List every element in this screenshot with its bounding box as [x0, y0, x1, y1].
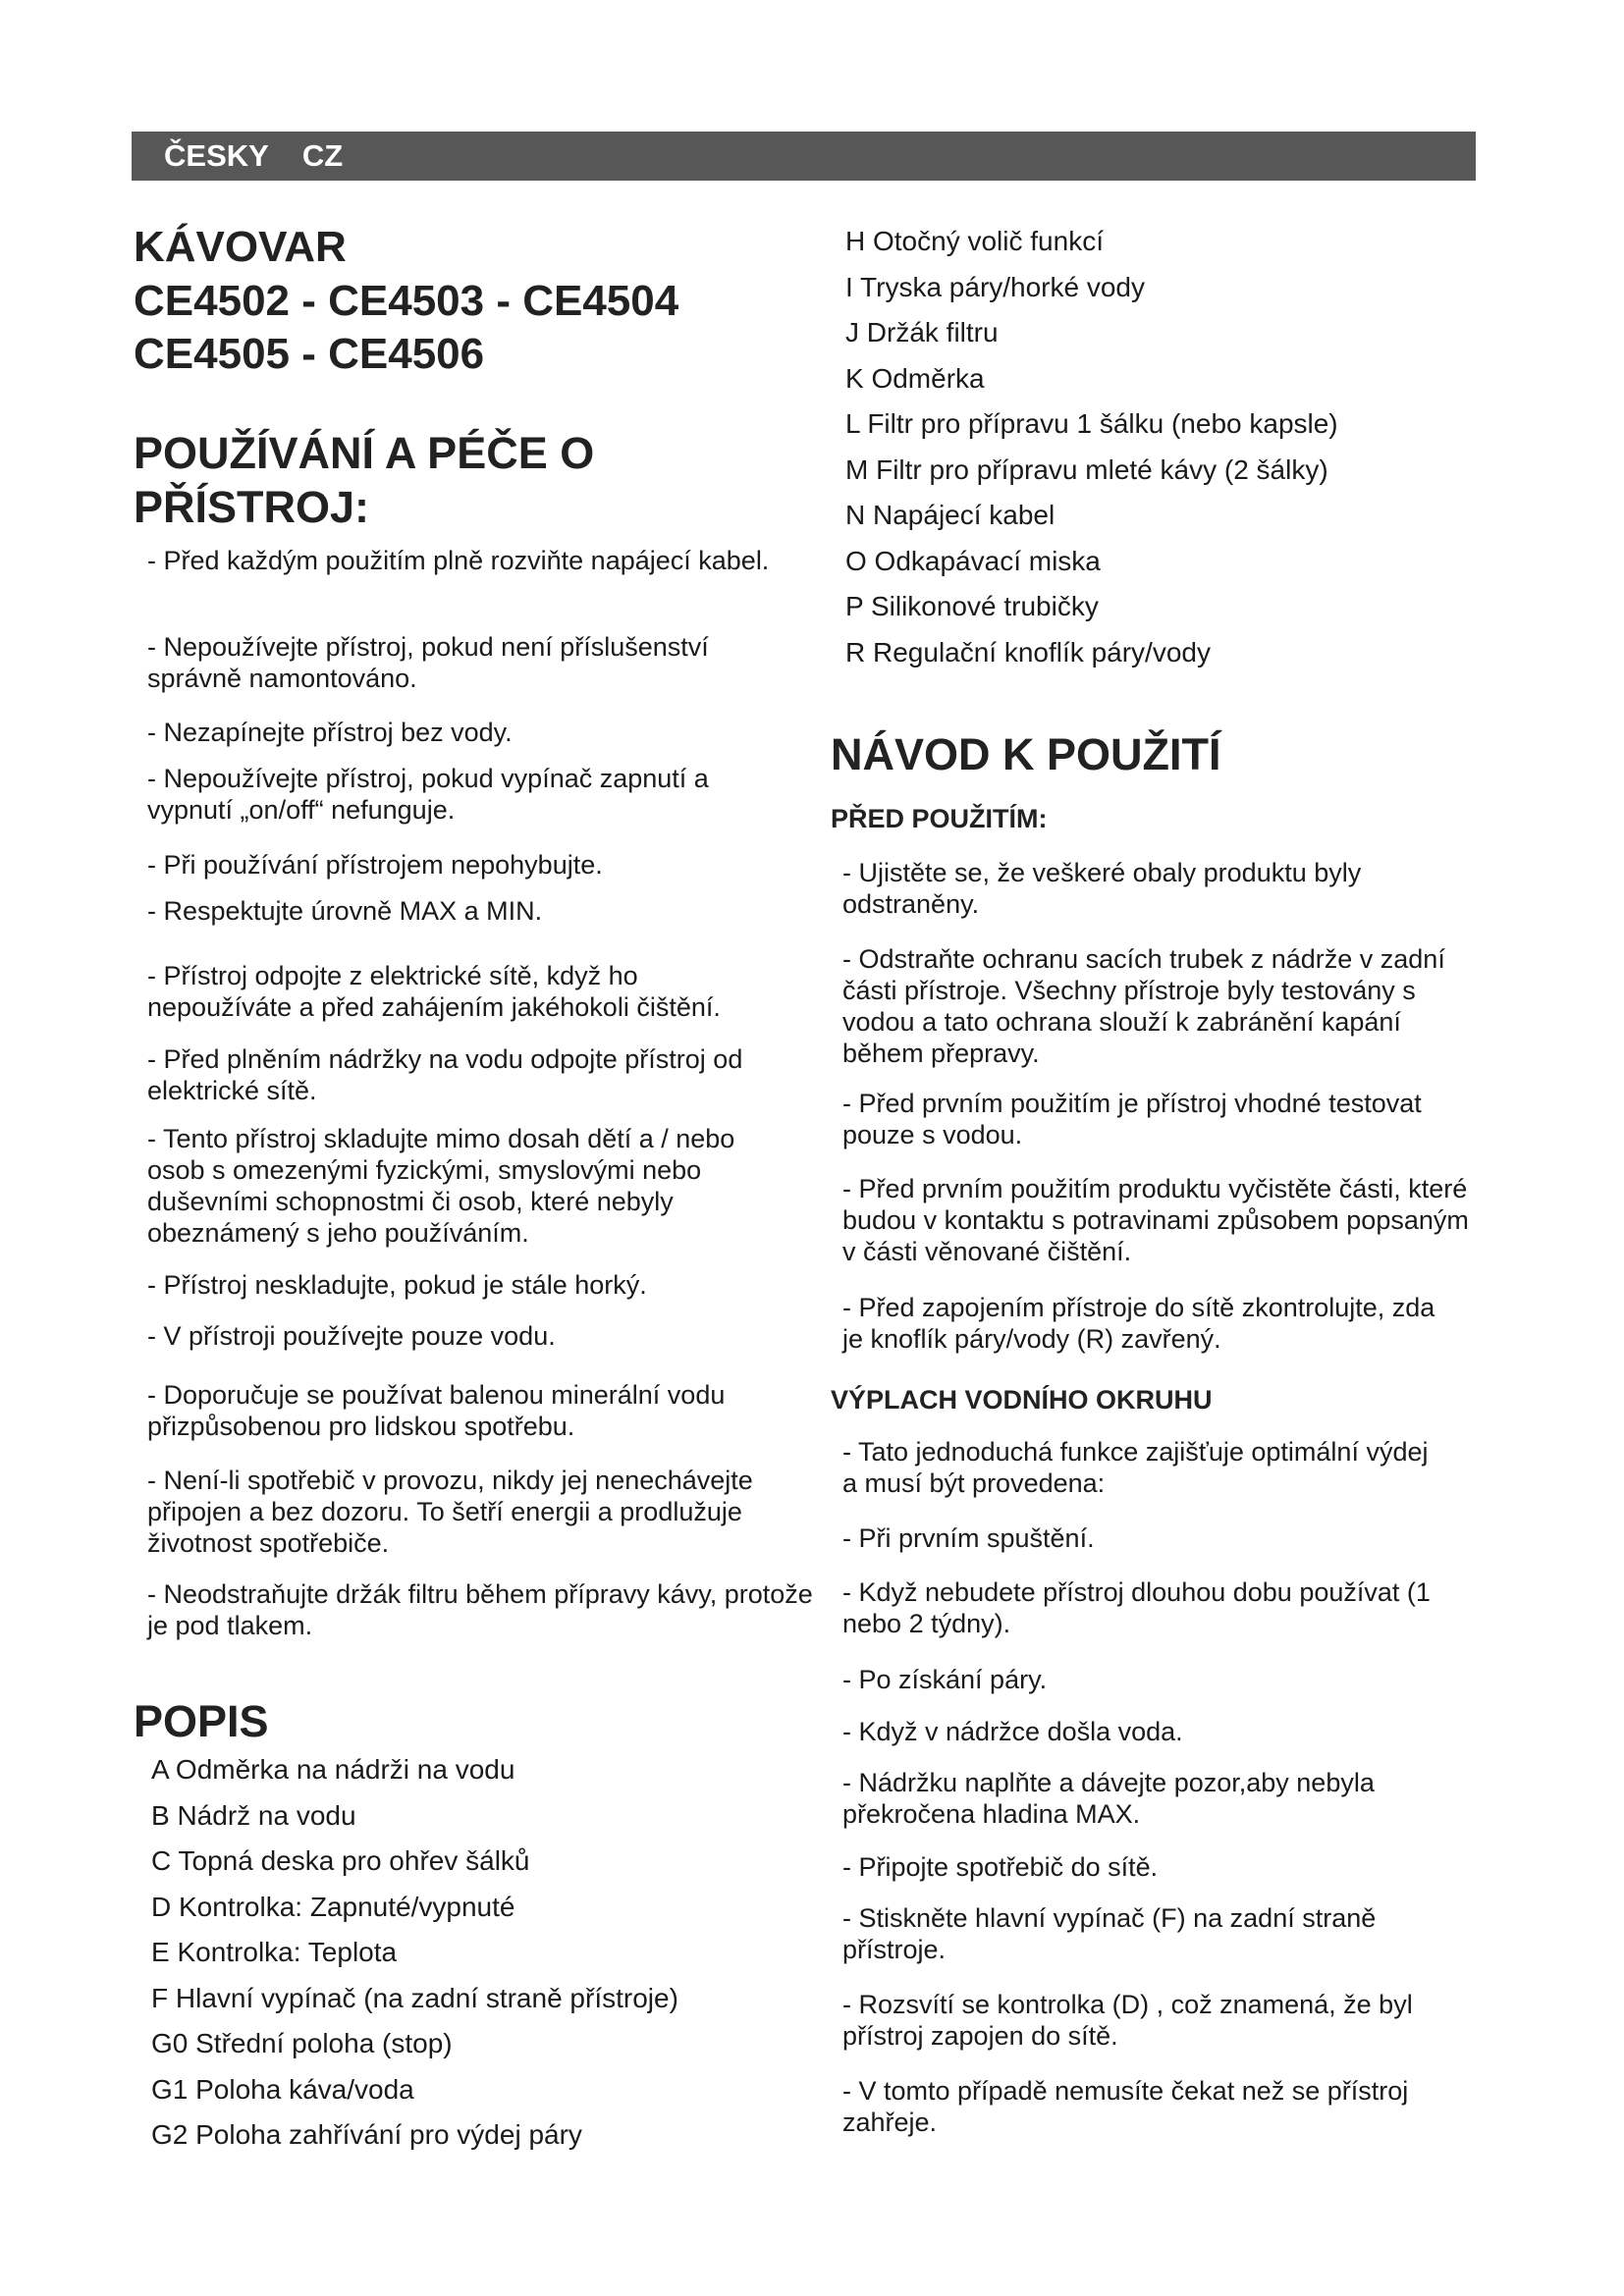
- list-item: - Před prvním použitím produktu vyčistěte části, které budou v kontaktu s potravinami způsobem popsaným v části věnované čištění.: [842, 1174, 1469, 1266]
- list-item: A Odměrka na nádrži na vodu: [151, 1754, 515, 1785]
- list-item: - Před zapojením přístroje do sítě zkontrolujte, zda je knoflík páry/vody (R) zavřený.: [842, 1293, 1435, 1354]
- list-item: G0 Střední poloha (stop): [151, 2028, 453, 2058]
- list-item: - Stiskněte hlavní vypínač (F) na zadní straně přístroje.: [842, 1903, 1377, 1964]
- list-item: M Filtr pro přípravu mleté kávy (2 šálky): [845, 454, 1328, 485]
- list-item: - Nepoužívejte přístroj, pokud není příslušenství správně namontováno.: [147, 632, 709, 693]
- care-heading-2: PŘÍSTROJ:: [134, 482, 370, 532]
- flush-heading: VÝPLACH VODNÍHO OKRUHU: [831, 1385, 1213, 1415]
- list-item: - Není-li spotřebič v provozu, nikdy jej nenechávejte připojen a bez dozoru. To šetří energii a prodlužuje životnost spotřebiče.: [147, 1466, 753, 1558]
- navod-heading: NÁVOD K POUŽITÍ: [831, 729, 1221, 779]
- popis-list-right: [845, 226, 1503, 682]
- model-line-1: CE4502 - CE4503 - CE4504: [134, 277, 679, 325]
- list-item: P Silikonové trubičky: [845, 591, 1099, 621]
- list-item: R Regulační knoflík páry/vody: [845, 636, 1211, 667]
- list-item: - Nepoužívejte přístroj, pokud vypínač zapnutí a vypnutí „on/off“ nefunguje.: [147, 764, 709, 825]
- list-item: - Před každým použitím plně rozviňte napájecí kabel.: [147, 546, 770, 575]
- list-item: - Doporučuje se používat balenou minerální vodu přizpůsobenou pro lidskou spotřebu.: [147, 1380, 726, 1441]
- list-item: - Při používání přístrojem nepohybujte.: [147, 850, 603, 880]
- model-line-2: CE4505 - CE4506: [134, 330, 485, 378]
- list-item: - Když nebudete přístroj dlouhou dobu používat (1 nebo 2 týdny).: [842, 1577, 1431, 1638]
- list-item: K Odměrka: [845, 362, 985, 394]
- list-item: - Připojte spotřebič do sítě.: [842, 1852, 1159, 1882]
- popis-heading: POPIS: [134, 1696, 269, 1746]
- list-item: - V tomto případě nemusíte čekat než se přístroj zahřeje.: [842, 2076, 1409, 2137]
- list-item: G1 Poloha káva/voda: [151, 2073, 414, 2105]
- list-item: - Ujistěte se, že veškeré obaly produktu byly odstraněny.: [842, 858, 1362, 919]
- list-item: - Odstraňte ochranu sacích trubek z nádrže v zadní části přístroje. Všechny přístroje byly testovány s vodou a tato ochrana slouží k zabránění kapání během přepravy.: [842, 944, 1445, 1068]
- language-code: CZ: [301, 138, 344, 173]
- list-item: - Tato jednoduchá funkce zajišťuje optimální výdej a musí být provedena:: [842, 1437, 1429, 1498]
- list-item: - Před prvním použitím je přístroj vhodné testovat pouze s vodou.: [842, 1089, 1422, 1149]
- list-item: J Držák filtru: [845, 317, 999, 347]
- list-item: - Nezapínejte přístroj bez vody.: [147, 718, 513, 747]
- care-heading: POUŽÍVÁNÍ A PÉČE O: [134, 428, 595, 478]
- list-item: - V přístroji používejte pouze vodu.: [147, 1321, 556, 1351]
- list-item: - Neodstraňujte držák filtru během přípravy kávy, protože je pod tlakem.: [147, 1579, 813, 1640]
- list-item: I Tryska páry/horké vody: [845, 271, 1146, 302]
- list-item: - Tento přístroj skladujte mimo dosah dětí a / nebo osob s omezenými fyzickými, smyslovými nebo duševními schopnostmi či osob, které nebyly obeznámený s jeho používáním.: [147, 1124, 735, 1248]
- list-item: - Respektujte úrovně MAX a MIN.: [147, 896, 543, 926]
- list-item: C Topná deska pro ohřev šálků: [151, 1845, 530, 1876]
- list-item: G2 Poloha zahřívání pro výdej páry: [151, 2119, 582, 2150]
- list-item: - Rozsvítí se kontrolka (D) , což znamená, že byl přístroj zapojen do sítě.: [842, 1990, 1413, 2051]
- list-item: - Nádržku naplňte a dávejte pozor,aby nebyla překročena hladina MAX.: [842, 1768, 1375, 1829]
- popis-list-left: [151, 1754, 799, 2165]
- list-item: O Odkapávací miska: [845, 545, 1101, 576]
- list-item: D Kontrolka: Zapnuté/vypnuté: [151, 1891, 515, 1922]
- list-item: N Napájecí kabel: [845, 500, 1056, 530]
- list-item: E Kontrolka: Teplota: [151, 1937, 398, 1967]
- list-item: - Při prvním spuštění.: [842, 1523, 1095, 1553]
- list-item: F Hlavní vypínač (na zadní straně přístroje): [151, 1982, 678, 2013]
- list-item: - Když v nádržce došla voda.: [842, 1717, 1183, 1746]
- list-item: - Přístroj odpojte z elektrické sítě, když ho nepoužíváte a před zahájením jakéhokoli čištění.: [147, 961, 721, 1022]
- list-item: - Přístroj neskladujte, pokud je stále horký.: [147, 1270, 647, 1300]
- list-item: - Před plněním nádržky na vodu odpojte přístroj od elektrické sítě.: [147, 1044, 743, 1105]
- product-title: KÁVOVAR: [134, 223, 347, 271]
- list-item: L Filtr pro přípravu 1 šálku (nebo kapsle): [845, 408, 1338, 439]
- before-use-heading: PŘED POUŽITÍM:: [831, 804, 1048, 833]
- list-item: - Po získání páry.: [842, 1665, 1048, 1694]
- list-item: B Nádrž na vodu: [151, 1799, 356, 1831]
- language-label: ČESKY: [164, 138, 269, 173]
- language-bar: [132, 132, 1476, 181]
- list-item: H Otočný volič funkcí: [845, 226, 1104, 256]
